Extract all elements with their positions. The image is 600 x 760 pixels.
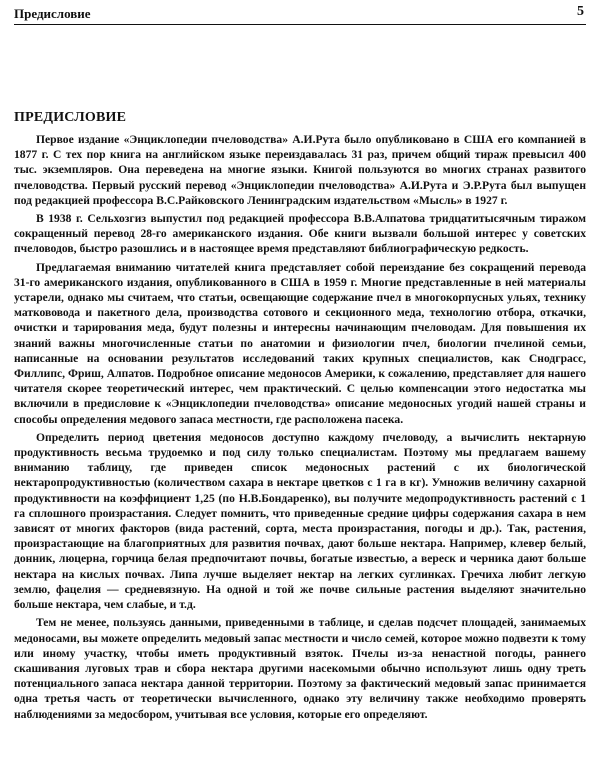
page-number: 5	[577, 4, 584, 19]
paragraph: Определить период цветения медоносов доступно каждому пчеловоду, а вычислить нектарную продуктивность весьма трудоемко и под силу только специалистам. Поэтому мы предлагаем вашему вниманию таблицу, где приведен список медоносных растений с их биологической нектаропродуктивностью (количеством сахара в нектаре цветков с 1 га в кг). Умножив величину сахарной продуктивности на коэффициент 1,25 (по Н.В.Бондаренко), вы получите медопродуктивность растений с 1 га сплошного произрастания. Следует помнить, что приведенные средние цифры содержания сахара в нем зависят от многих факторов (вида растений, сорта, места произрастания, погоды и др.). Так, растения, произрастающие на благоприятных для развития почвах, дают больше нектара. Например, клевер белый, донник, люцерна, горчица белая предпочитают почвы, богатые известью, а вереск и черника дают больше нектара на кислых почвах. Липа лучше выделяет нектар на легких суглинках. Гречиха любит легкую землю, фацелия — средневязную. На одной и той же почве сильные растения выделяют значительно больше нектара, чем слабые, и т.д.	[14, 430, 586, 612]
paragraph: В 1938 г. Сельхозгиз выпустил под редакцией профессора В.В.Алпатова тридцатитысячным тиражом сокращенный перевод 28-го американского издания. Обе книги вызвали большой интерес у советских пчеловодов, быстро разошлись и в настоящее время представляют библиографическую редкость.	[14, 212, 586, 256]
paragraph: Первое издание «Энциклопедии пчеловодства» А.И.Рута было опубликовано в США его компанией в 1877 г. С тех пор книга на английском языке переиздавалась 31 раз, причем общий тираж превысил 400 тыс. экземпляров. Она переведена на многие языки. Книгой пользуются во многих странах развитого пчеловодства. Первый русский перевод «Энциклопедии пчеловодства» А.И.Рута и Э.Р.Рута был выпущен под редакцией профессора В.С.Райковского Ленинградским издательством «Мысль» в 1927 г.	[14, 133, 586, 207]
paragraph: Предлагаемая вниманию читателей книга представляет собой переиздание без сокращений перевода 31-го американского издания, опубликованного в США в 1959 г. Многие представленные в ней материалы устарели, однако мы считаем, что статьи, освещающие содержание пчел в многокорпусных ульях, технику маткововода и пакетного дела, производства сотового и секционного меда, технологию отбора, откачки, очистки и тарирования меда, будут полезны и интересны начинающим пчеловодам. Для повышения их знаний важны многочисленные статьи по анатомии и физиологии пчел, биологии пчелиной семьи, написанные на основании результатов исследований таких крупных специалистов, как Снодграсс, Филлипс, Фриш, Алпатов. Подробное описание медоносов Америки, к сожалению, представляет для нашего читателя скорее теоретический интерес, чем практический. С целью компенсации этого недостатка мы включили в предисловие к «Энциклопедии пчеловодства» описание медоносных угодий нашей страны и способы определения медового запаса местности, где расположена пасека.	[14, 260, 586, 426]
running-head-title: Предисловие	[14, 6, 91, 21]
section-heading: ПРЕДИСЛОВИЕ	[14, 110, 127, 125]
header-rule	[14, 24, 586, 25]
paragraph: Тем не менее, пользуясь данными, приведенными в таблице, и сделав подсчет площадей, занимаемых медоносами, вы можете определить медовый запас местности и число семей, которое можно подвезти к тому или иному участку, чтобы иметь продуктивный взяток. Пчелы из-за ненастной погоды, раннего скашивания луговых трав и сбора нектара другими насекомыми обычно используют лишь одну треть потенциального запаса нектара данной территории. Поэтому за фактический медовый запас принимается одна третья часть от теоретически вычисленного, однако эту величину также необходимо проверять наблюдениями за медосбором, учитывая все условия, которые его определяют.	[14, 616, 586, 721]
body-text	[14, 132, 586, 722]
